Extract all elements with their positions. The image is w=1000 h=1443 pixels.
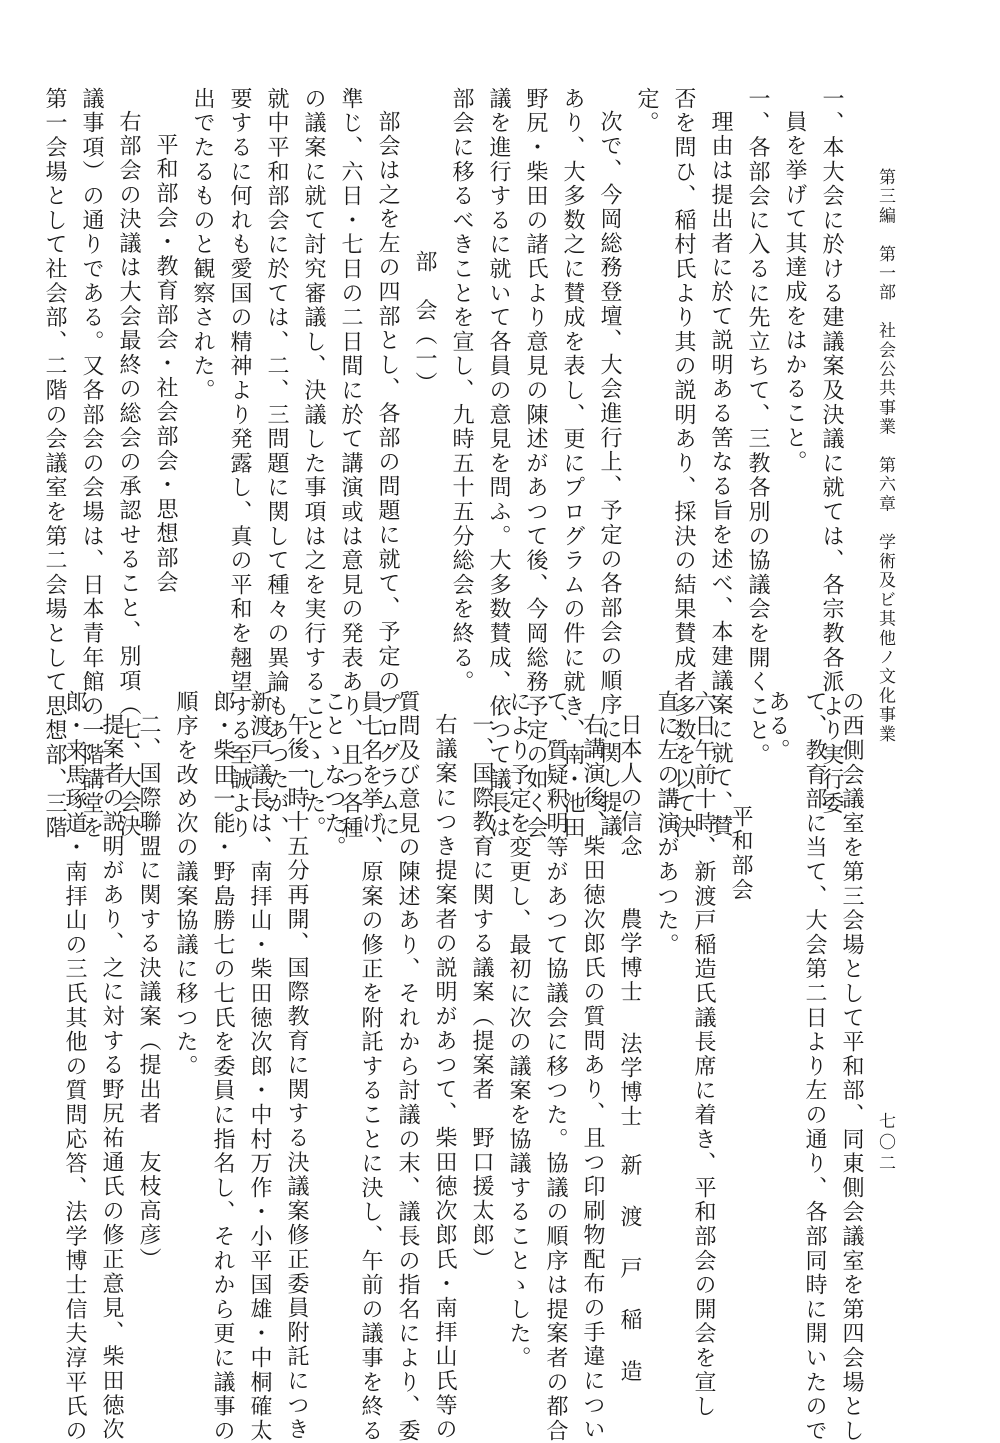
text-line: 否を問ひ、稲村氏より其の説明あり、採決の結果賛成者多数を以て決	[671, 87, 696, 841]
text-line: 要するに何れも愛国の精神より発露し、真の平和を翹望する至誠より	[227, 87, 252, 841]
running-header: 第三編 第一部 社会公共事業 第六章 学術及ビ其他ノ文化事業	[875, 168, 895, 744]
text-line: て、教育部に当て、大会第二日より左の通り、各部同時に開いたので	[802, 690, 827, 1443]
text-line: 議を進行するに就いて各員の意見を問ふ。大多数賛成、依つて議長は	[486, 87, 511, 841]
text-line: 午後一時十五分再開、国際教育に関する決議案修正委員附託につき	[284, 713, 309, 1442]
text-line: 平和部会・教育部会・社会部会・思想部会	[153, 133, 178, 595]
text-line: 部会は之を左の四部とし、各部の問題に就て、予定のプログラムに	[375, 110, 400, 839]
text-line: ある。	[765, 690, 790, 763]
text-line: 順序を改め次の議案協議に移つた。	[173, 690, 198, 1079]
section-heading: 部 会（一）	[412, 250, 437, 396]
text-line: 第一会場として社会部、二階の会議室を第二会場として思想部、三階	[42, 87, 67, 841]
text-line: 準じ、六日・七日の二日間に於て講演或は意見の発表あり、且つ各種	[338, 87, 363, 841]
text-line: 郎・柴田一能・野島勝七の七氏を委員に指名し、それから更に議事の	[210, 690, 235, 1443]
text-line: 員を挙げて其達成をはかること。	[782, 110, 807, 475]
text-line: 部会に移るべきことを宣し、九時五十五分総会を終る。	[449, 87, 474, 695]
text-line: 就中平和部会に於ては、二、三問題に関して種々の異論もあつたが、	[264, 87, 289, 841]
text-line: 質問及び意見の陳述あり、それから討議の末、議長の指名により、委	[395, 690, 420, 1443]
text-line: 郎・来馬琢道・南拝山の三氏其他の質問応答、法学博士信夫淳平氏の	[62, 690, 87, 1443]
text-line: 定。	[634, 87, 659, 136]
text-line: 理由は提出者に於て説明ある筈なる旨を述べ、本建議案に就て、賛	[708, 110, 733, 839]
agenda-item: 一、国際教育に関する議案（提案者 野口援太郎）	[469, 713, 494, 1272]
text-line: 六日午前十時、新渡戸稲造氏議長席に着き、平和部会の開会を宣し	[691, 690, 716, 1419]
section-heading: 平和部会	[728, 805, 753, 903]
text-line: 出でたるものと観察された。	[190, 87, 215, 403]
text-line: 一、各部会に入るに先立ちて、三教各別の協議会を開くこと。	[745, 87, 770, 768]
text-line: あり、大多数之に賛成を表し、更にプログラムの件に就き、南・池田	[560, 87, 585, 841]
text-line: 員七名を挙げ、原案の修正を附託することに決し、午前の議事を終る	[358, 690, 383, 1443]
text-line: 議事項）の通りである。又各部会の会場は、日本青年館の一階講堂を	[79, 87, 104, 841]
text-line: 右講演後、柴田徳次郎氏の質問あり、且つ印刷物配布の手違につい	[580, 713, 605, 1442]
text-line: の議案に就て討究審議し、決議した事項は之を実行することゝした。	[301, 87, 326, 841]
text-line: て、質疑釈明等があつて協議会に移つた。協議の順序は提案者の都合	[543, 690, 568, 1443]
text-line: 直に左の講演があつた。	[654, 690, 679, 958]
text-line: 新渡戸議長は、南拝山・柴田徳次郎・中村万作・小平国雄・中桐確太	[247, 690, 272, 1443]
text-line: 野尻・柴田の諸氏より意見の陳述があつて後、今岡総務予定の如く会	[523, 87, 548, 841]
page-number: 七〇二	[875, 1112, 895, 1175]
agenda-item: 二、国際聯盟に関する決議案（提出者 友枝高彦）	[136, 713, 161, 1272]
text-line: 右議案につき提案者の説明があつて、柴田徳次郎氏・南拝山氏等の	[432, 713, 457, 1442]
text-line: 一、本大会に於ける建議案及決議に就ては、各宗教各派より実行委	[819, 87, 844, 816]
lecture-entry: 日本人の信念 農学博士 法学博士 新 渡 戸 稲 造	[617, 713, 642, 1385]
text-line: 提案者の説明があり、之に対する野尻祐通氏の修正意見、柴田徳次	[99, 713, 124, 1442]
text-line: の西側会議室を第三会場として平和部、同東側会議室を第四会場とし	[839, 690, 864, 1443]
text-line: ことゝなつた。	[321, 690, 346, 861]
text-line: 右部会の決議は大会最終の総会の承認せること、別項（七、大会決	[116, 110, 141, 839]
text-line: により予定を変更し、最初に次の議案を協議することゝした。	[506, 690, 531, 1371]
text-line: 次で、今岡総務登壇、大会進行上、予定の各部会の順序に関し提議	[597, 110, 622, 839]
